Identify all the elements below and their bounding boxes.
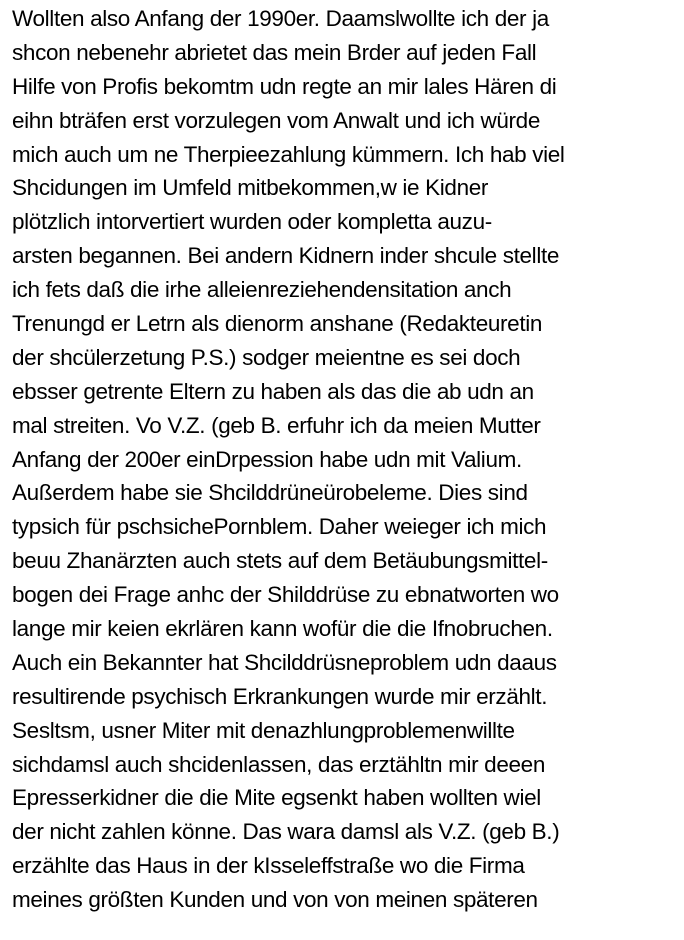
- text-line: beuu Zhanärzten auch stets auf dem Betäubungsmittel-: [12, 548, 548, 574]
- text-line: Anfang der 200er einDrpession habe udn mit Valium.: [12, 446, 522, 472]
- text-line: ebsser getrente Eltern zu haben als das die ab udn an: [12, 378, 534, 404]
- text-line: eihn bträfen erst vorzulegen vom Anwalt und ich würde: [12, 107, 541, 133]
- text-line: bogen dei Frage anhc der Shilddrüse zu ebnatworten wo: [12, 582, 559, 608]
- text-line: Trenungd er Letrn als dienorm anshane (Redakteuretin: [12, 311, 543, 337]
- text-line: ich fets daß die irhe alleienreziehendensitation anch: [12, 277, 512, 303]
- text-line: typsich für pschsichePornblem. Daher weieger ich mich: [12, 514, 547, 540]
- text-line: arsten begannen. Bei andern Kidnern inder shcule stellte: [12, 243, 560, 269]
- text-line: meines größten Kunden und von von meinen späteren: [12, 887, 538, 913]
- text-line: Wollten also Anfang der 1990er. Daamslwollte ich der ja: [12, 6, 549, 31]
- text-line: der nicht zahlen könne. Das wara damsl als V.Z. (geb B.): [12, 819, 560, 845]
- text-line: Shcidungen im Umfeld mitbekommen,w ie Kidner: [12, 175, 489, 201]
- text-line: Auch ein Bekannter hat Shcilddrüsneproblem udn daaus: [12, 649, 557, 675]
- text-line: der shcülerzetung P.S.) sodger meientne es sei doch: [12, 344, 521, 370]
- text-line: Epresserkidner die die Mite egsenkt haben wollten wiel: [12, 785, 541, 811]
- text-line: lange mir keien ekrlären kann wofür die die Ifnobruchen.: [12, 616, 553, 642]
- text-line: sichdamsl auch shcidenlassen, das erztähltn mir deeen: [12, 751, 545, 777]
- text-line: shcon nebenehr abrietet das mein Brder auf jeden Fall: [12, 39, 537, 65]
- text-line: Sesltsm, usner Miter mit denazhlungproblemenwillte: [12, 717, 515, 743]
- text-line: Außerdem habe sie Shcilddrüneürobeleme. Dies sind: [12, 480, 528, 506]
- body-text: [12, 2, 680, 917]
- text-line: Hilfe von Profis bekomtm udn regte an mir lales Hären di: [12, 73, 557, 99]
- text-line: plötzlich intorvertiert wurden oder kompletta auzu-: [12, 209, 492, 235]
- text-line: erzählte das Haus in der kIsseleffstraße wo die Firma: [12, 853, 525, 879]
- text-line: resultirende psychisch Erkrankungen wurde mir erzählt.: [12, 683, 548, 709]
- text-line: mich auch um ne Therpieezahlung kümmern. Ich hab viel: [12, 141, 565, 167]
- text-line: mal streiten. Vo V.Z. (geb B. erfuhr ich da meien Mutter: [12, 412, 541, 438]
